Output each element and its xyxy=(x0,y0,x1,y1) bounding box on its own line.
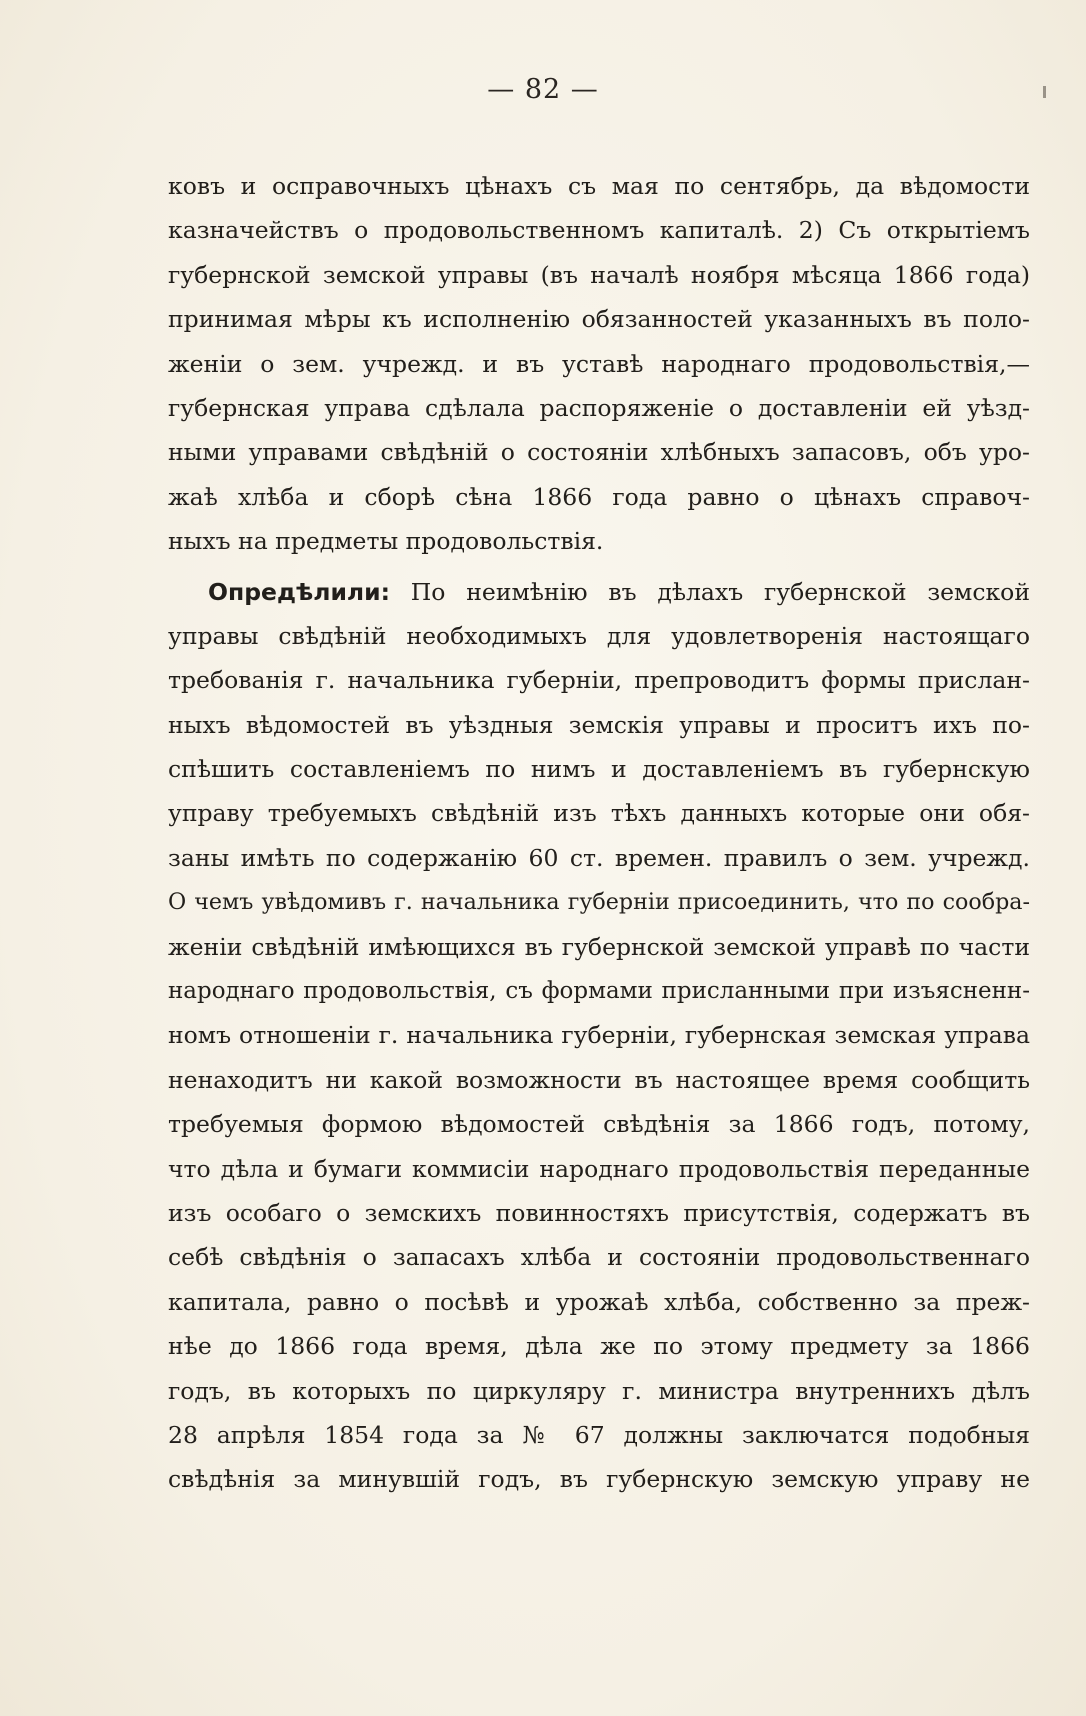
body-text xyxy=(168,164,1030,1502)
text-line: женіи свѣдѣній имѣющихся въ губернской земской управѣ по части xyxy=(168,932,1030,961)
text-line: номъ отношеніи г. начальника губерніи, губернская земская управа xyxy=(168,1021,1030,1050)
text-line: ненаходитъ ни какой возможности въ настоящее время сообщить xyxy=(168,1065,1030,1094)
text-line: капитала, равно о посѣвѣ и урожаѣ хлѣба, собственно за преж- xyxy=(168,1287,1030,1316)
paragraph-1 xyxy=(168,164,1030,564)
text-line: управу требуемыхъ свѣдѣній изъ тѣхъ данныхъ которые они обя- xyxy=(168,799,1030,828)
text-line: что дѣла и бумаги коммисіи народнаго продовольствія переданные xyxy=(168,1154,1030,1183)
text-line: нѣе до 1866 года время, дѣла же по этому предмету за 1866 xyxy=(168,1332,1030,1361)
text-line: изъ особаго о земскихъ повинностяхъ присутствія, содержатъ въ xyxy=(168,1198,1030,1227)
text-line: ными управами свѣдѣній о состояніи хлѣбныхъ запасовъ, объ уро- xyxy=(168,438,1030,467)
text-line: управы свѣдѣній необходимыхъ для удовлетворенія настоящаго xyxy=(168,621,1030,650)
text-line: ныхъ вѣдомостей въ уѣздныя земскія управы и проситъ ихъ по- xyxy=(168,710,1030,739)
text-line: женіи о зем. учрежд. и въ уставѣ народнаго продовольствія,— xyxy=(168,349,1030,378)
margin-mark xyxy=(1043,86,1046,98)
text-line: спѣшить составленіемъ по нимъ и доставленіемъ въ губернскую xyxy=(168,755,1030,784)
text-line: ныхъ на предметы продовольствія. xyxy=(168,527,604,556)
paragraph-2 xyxy=(168,570,1030,1502)
text-line: свѣдѣнія за минувшій годъ, въ губернскую земскую управу не xyxy=(168,1465,1030,1494)
text-line: себѣ свѣдѣнія о запасахъ хлѣба и состояніи продовольственнаго xyxy=(168,1243,1030,1272)
text-line: казначействъ о продовольственномъ капиталѣ. 2) Съ открытіемъ xyxy=(168,216,1030,245)
text-line: 28 апрѣля 1854 года за № 67 должны заключатся подобныя xyxy=(168,1420,1030,1449)
text-line: заны имѣть по содержанію 60 ст. времен. правилъ о зем. учрежд. xyxy=(168,843,1030,872)
text-line: ковъ и осправочныхъ цѣнахъ съ мая по сентябрь, да вѣдомости xyxy=(168,172,1030,200)
lead-line-rest: По неимѣнію въ дѣлахъ губернской земской xyxy=(390,577,1030,606)
text-line: требуемыя формою вѣдомостей свѣдѣнія за 1866 годъ, потому, xyxy=(168,1110,1030,1139)
text-line: принимая мѣры къ исполненію обязанностей указанныхъ въ поло- xyxy=(168,305,1030,334)
text-line: жаѣ хлѣба и сборѣ сѣна 1866 года равно о цѣнахъ справоч- xyxy=(168,482,1030,511)
text-line: годъ, въ которыхъ по циркуляру г. министра внутреннихъ дѣлъ xyxy=(168,1376,1030,1405)
text-line: О чемъ увѣдомивъ г. начальника губерніи присоединить, что по сообра- xyxy=(168,889,1030,916)
paragraph-lead-line xyxy=(168,570,1030,614)
text-line: требованія г. начальника губерніи, препроводитъ формы прислан- xyxy=(168,666,1030,695)
text-line: губернская управа сдѣлала распоряженіе о доставленіи ей уѣзд- xyxy=(168,393,1030,422)
page-number: — 82 — xyxy=(487,74,599,105)
lead-word: Опредѣлили: xyxy=(208,577,390,606)
text-line: губернской земской управы (въ началѣ ноября мѣсяца 1866 года) xyxy=(168,260,1030,289)
text-line: народнаго продовольствія, съ формами присланными при изъясненн- xyxy=(168,978,1030,1005)
